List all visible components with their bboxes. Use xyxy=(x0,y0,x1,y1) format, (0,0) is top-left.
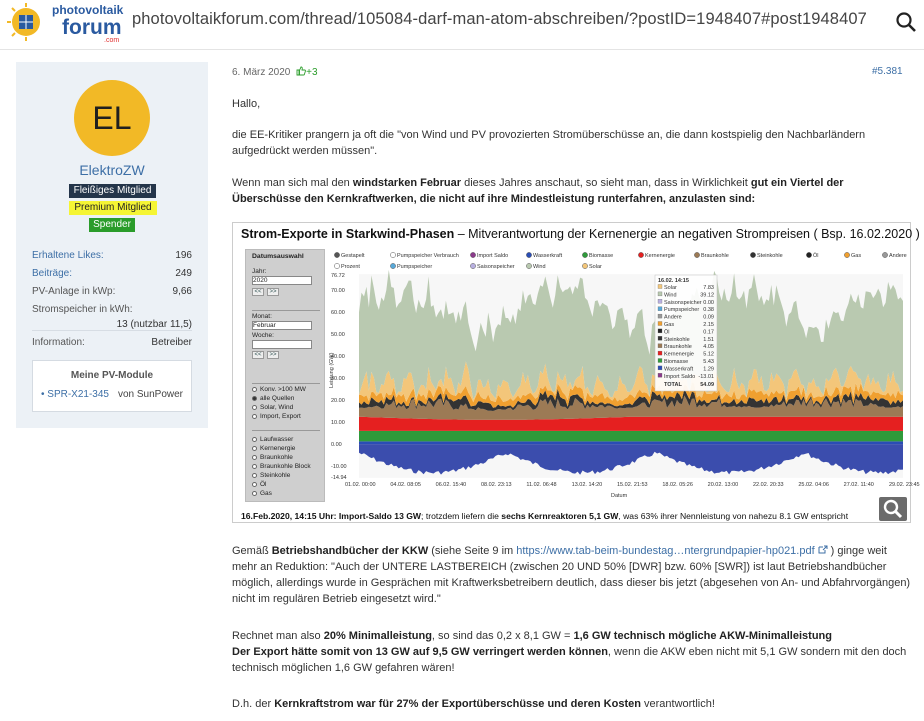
radio-solar-wind-label: Solar, Wind xyxy=(260,404,294,411)
stat-stromspeicher-label: Stromspeicher in kWh: xyxy=(32,304,133,315)
tooltip-row-label: Gas xyxy=(664,322,675,328)
tooltip-row-label: Import Saldo xyxy=(664,373,696,380)
source-oel-label: Öl xyxy=(260,481,267,488)
year-label: Jahr: xyxy=(252,268,267,275)
x-tick-label: 29.02. 23:45 xyxy=(889,482,920,488)
week-label: Woche: xyxy=(252,332,274,339)
legend-label: Import Saldo xyxy=(477,253,509,259)
legend-label: Biomasse xyxy=(589,253,614,259)
chart-tooltip xyxy=(655,275,717,391)
tooltip-row-value: 0.00 xyxy=(703,299,714,306)
panel-divider xyxy=(252,383,320,384)
x-tick-label: 18.02. 05:26 xyxy=(662,482,693,488)
post-paragraph-5: D.h. der Kernkraftstrom war für 27% der Exportüberschüsse und deren Kosten verantwortlich! xyxy=(232,698,715,710)
radio-solar-wind[interactable] xyxy=(252,405,257,410)
stat-stromspeicher xyxy=(32,304,192,328)
stacked-area-plot[interactable] xyxy=(329,249,920,499)
x-tick-label: 25.02. 04:06 xyxy=(798,482,829,488)
tooltip-row-label: Andere xyxy=(664,314,682,321)
source-kernenergie-radio[interactable] xyxy=(252,446,257,451)
tooltip-row-value: 0.17 xyxy=(703,329,714,336)
year-prev-button[interactable]: << xyxy=(252,288,264,296)
legend-label: Öl xyxy=(813,253,819,259)
panel-divider xyxy=(252,310,320,311)
tooltip-row-value: 5.43 xyxy=(703,359,714,365)
source-laufwasser-label: Laufwasser xyxy=(260,436,294,443)
legend-swatch xyxy=(750,252,755,257)
stat-information-label: Information: xyxy=(32,337,85,348)
legend-label: Saisonspeicher xyxy=(477,264,515,270)
x-tick-label: 13.02. 14:20 xyxy=(571,482,603,488)
source-laufwasser-radio[interactable] xyxy=(252,437,257,442)
post-date[interactable]: 6. März 2020 +3 xyxy=(232,67,318,78)
tooltip-row-value: 1.29 xyxy=(703,366,714,373)
x-tick-label: 06.02. 15:40 xyxy=(435,482,467,488)
chart-caption: 16.Feb.2020, 14:15 Uhr: Import-Saldo 13 GW; trotzdem liefern die sechs Kernreaktoren 5,1 GW, was 63% ihrer Nennleistung von nahezu 8.1 GW entspricht xyxy=(241,511,849,521)
tooltip-row-label: Pumpspeicher xyxy=(664,307,700,314)
external-link-icon xyxy=(818,545,828,554)
radio-konv[interactable] xyxy=(252,387,257,392)
series-area xyxy=(359,431,903,442)
y-tick-label: -10.00 xyxy=(331,464,347,471)
chart-legend xyxy=(334,252,906,270)
post-paragraph-2: Wenn man sich mal den windstarken Februar dieses Jahres anschaut, so sieht man, dass in Wirklichkeit gut ein Viertel der Überschüsse den Kernkraftwerken, die nicht auf ihre Mindestleistung runterfahren, anzulasten sind: xyxy=(232,177,844,205)
tooltip-row-label: Wind xyxy=(664,292,677,299)
x-tick-label: 01.02. 00:00 xyxy=(345,482,376,488)
stat-pv-anlage-value: 9,66 xyxy=(172,286,192,297)
panel-divider xyxy=(252,430,320,431)
tooltip-row-value: 0.38 xyxy=(703,307,714,314)
legend-label: Pumpspeicher xyxy=(397,264,433,270)
source-braunkohle-block-radio[interactable] xyxy=(252,464,257,469)
x-tick-label: 27.02. 11:40 xyxy=(843,482,874,488)
tooltip-swatch xyxy=(658,299,662,303)
tooltip-swatch xyxy=(658,307,662,311)
tooltip-row-value: 0.09 xyxy=(703,314,714,321)
legend-swatch xyxy=(526,252,531,257)
tooltip-row-value: -13.01 xyxy=(698,373,714,380)
tooltip-row-label: Braunkohle xyxy=(664,344,692,351)
badge-fleissiges-mitglied: Fleißiges Mitglied xyxy=(69,184,156,198)
legend-label: Andere xyxy=(889,253,907,259)
tooltip-row-label: Saisonspeicher xyxy=(664,299,702,306)
tooltip-row-label: Biomasse xyxy=(664,359,689,365)
radio-alle-quellen[interactable] xyxy=(252,396,257,401)
tooltip-row-value: 39.12 xyxy=(700,292,714,299)
tooltip-row-value: 2.15 xyxy=(703,322,714,328)
tooltip-swatch xyxy=(658,329,662,333)
tooltip-row-label: Kernenergie xyxy=(664,351,694,358)
y-tick-label: 60.00 xyxy=(331,309,345,316)
y-tick-label: 50.00 xyxy=(331,331,345,338)
tooltip-swatch xyxy=(658,351,662,355)
source-braunkohle-block-label: Braunkohle Block xyxy=(260,463,311,470)
area-series xyxy=(359,270,903,477)
svg-text:photovoltaik: photovoltaik xyxy=(52,3,124,17)
legend-swatch xyxy=(470,263,475,268)
year-select[interactable]: 2020 xyxy=(252,276,312,285)
tooltip-swatch xyxy=(658,366,662,370)
radio-alle-quellen-label: alle Quellen xyxy=(260,395,295,402)
source-kernenergie-label: Kernenergie xyxy=(260,445,296,452)
radio-konv-label: Konv. >100 MW xyxy=(260,386,306,393)
legend-label: Solar xyxy=(589,264,602,270)
stat-posts-link[interactable]: Beiträge: xyxy=(32,268,73,279)
y-tick-label: 76.72 xyxy=(331,273,345,279)
stat-likes-value: 196 xyxy=(175,250,192,261)
top-bar xyxy=(0,0,924,50)
tooltip-swatch xyxy=(658,336,662,340)
author-name[interactable]: ElektroZW xyxy=(79,162,145,178)
legend-swatch xyxy=(334,263,339,268)
tooltip-row-value: 4.05 xyxy=(703,344,714,351)
stat-pv-anlage-label: PV-Anlage in kWp: xyxy=(32,286,116,297)
tooltip-swatch xyxy=(658,344,662,348)
x-axis-ticks xyxy=(345,482,920,488)
date-selection-heading: Datumsauswahl xyxy=(252,253,304,260)
source-braunkohle-label: Braunkohle xyxy=(260,454,293,461)
source-steinkohle-label: Steinkohle xyxy=(260,472,291,479)
x-tick-label: 04.02. 08:05 xyxy=(390,482,421,488)
legend-swatch xyxy=(694,252,699,257)
legend-swatch xyxy=(470,252,475,257)
address-bar-url[interactable]: photovoltaikforum.com/thread/105084-darf-man-atom-abschreiben/?postID=1948407#post1948407 xyxy=(132,10,867,28)
tooltip-swatch xyxy=(658,322,662,326)
author-sidebar xyxy=(16,62,208,428)
post-greeting: Hallo, xyxy=(232,98,261,110)
chart-image[interactable] xyxy=(232,222,920,523)
month-label: Monat: xyxy=(252,313,272,320)
tooltip-swatch xyxy=(658,292,662,296)
like-count: +3 xyxy=(306,67,318,78)
tooltip-swatch xyxy=(658,285,662,289)
badge-premium-mitglied: Premium Mitglied xyxy=(69,201,157,215)
legend-label: Pumpspeicher Verbrauch xyxy=(397,253,459,259)
month-select[interactable]: Februar xyxy=(252,321,312,330)
pv-modules-heading: Meine PV-Module xyxy=(70,370,154,381)
week-next-button[interactable]: >> xyxy=(267,351,279,359)
x-tick-label: 08.02. 23:13 xyxy=(481,482,512,488)
tooltip-swatch xyxy=(658,359,662,363)
week-select[interactable] xyxy=(252,340,312,349)
source-steinkohle-radio[interactable] xyxy=(252,473,257,478)
tooltip-row-label: Wasserkraft xyxy=(664,366,694,373)
y-tick-label: 70.00 xyxy=(331,287,345,294)
legend-swatch xyxy=(882,252,887,257)
chart-title: Strom-Exporte in Starkwind-Phasen – Mitverantwortung der Kernenergie an negativen Strompreisen ( Bsp. 16.02.2020 ) xyxy=(241,227,920,241)
radio-import-export-label: Import, Export xyxy=(260,413,301,420)
legend-label: Kernenergie xyxy=(645,253,675,259)
legend-swatch xyxy=(582,263,587,268)
site-logo[interactable] xyxy=(6,2,124,46)
legend-swatch xyxy=(638,252,643,257)
tooltip-swatch xyxy=(658,373,662,377)
legend-label: Wind xyxy=(533,264,546,270)
legend-label: Gas xyxy=(851,253,862,259)
legend-swatch xyxy=(390,263,395,268)
y-tick-label: 30.00 xyxy=(331,375,345,382)
tooltip-row-value: 7.83 xyxy=(703,285,714,291)
tooltip-row-label: Solar xyxy=(664,285,677,291)
avatar[interactable]: EL xyxy=(74,80,150,156)
tooltip-time: 16.02. 14:15 xyxy=(658,278,689,284)
legend-swatch xyxy=(390,252,395,257)
date-selection-panel xyxy=(245,249,325,502)
y-tick-label: 0.00 xyxy=(331,442,342,449)
source-braunkohle-radio[interactable] xyxy=(252,455,257,460)
y-tick-label: 20.00 xyxy=(331,397,345,404)
source-oel-radio[interactable] xyxy=(252,482,257,487)
x-tick-label: 11.02. 06:48 xyxy=(526,482,557,488)
post-paragraph-3: Gemäß Betriebshandbücher der KKW (siehe Seite 9 im https://www.tab-beim-bundestag…ntergrundpapier-hp021.pdf ) ginge weit mehr an Reduktion: "Auch der UNTERE LASTBEREICH (zwischen 20 UND 50% [DWR] bzw. 60% [SWR]) ist laut Betriebshandbücher möglich, allerdings wurde in Gesprächen mit Kraftwerksbetreibern deutlich, dass dieser bis jetzt (abgesehen von An- und Abfahrvorgängen) nicht im regulären Betrieb eingesetzt wird." xyxy=(232,545,911,605)
x-axis-label: Datum xyxy=(611,493,628,499)
tooltip-row-value: 1.51 xyxy=(703,336,714,343)
legend-swatch xyxy=(582,252,587,257)
x-tick-label: 15.02. 21:53 xyxy=(617,482,648,488)
bundestag-pdf-link[interactable]: https://www.tab-beim-bundestag…ntergrundpapier-hp021.pdf xyxy=(516,545,815,557)
x-tick-label: 20.02. 13:00 xyxy=(707,482,739,488)
tooltip-total-label: TOTAL xyxy=(664,382,682,389)
tooltip-swatch xyxy=(658,314,662,318)
divider xyxy=(32,330,192,331)
y-tick-label: 40.00 xyxy=(331,353,345,360)
post-number-link[interactable]: #5.381 xyxy=(872,66,903,77)
stat-stromspeicher-value: 13 (nutzbar 11,5) xyxy=(116,319,192,330)
svg-text:forum: forum xyxy=(62,16,122,39)
zoom-icon[interactable] xyxy=(879,497,907,521)
tooltip-row-value: 5.12 xyxy=(703,351,714,358)
post-paragraph-1: die EE-Kritiker prangern ja oft die "von Wind und PV provozierten Stromüberschüsse an, die dann kostspielig den Nachbarländern aufgedrückt werden müssen". xyxy=(232,129,866,157)
legend-label: Prozent xyxy=(341,264,360,270)
series-area xyxy=(359,441,903,444)
legend-swatch xyxy=(844,252,849,257)
search-icon[interactable] xyxy=(895,11,917,33)
source-gas-label: Gas xyxy=(260,490,272,497)
week-prev-button[interactable]: << xyxy=(252,351,264,359)
legend-label: Braunkohle xyxy=(701,253,729,259)
pv-modules-box xyxy=(32,360,192,412)
svg-text:.com: .com xyxy=(104,37,120,44)
badge-spender: Spender xyxy=(89,218,135,232)
legend-label: Steinkohle xyxy=(757,253,783,259)
stat-information-value: Betreiber xyxy=(151,337,192,348)
stat-likes-link[interactable]: Erhaltene Likes: xyxy=(32,250,104,261)
y-axis-label: Leistung (GW) xyxy=(329,352,335,388)
year-next-button[interactable]: >> xyxy=(267,288,279,296)
radio-import-export[interactable] xyxy=(252,414,257,419)
legend-label: Gestapelt xyxy=(341,253,365,259)
legend-label: Wasserkraft xyxy=(533,253,563,259)
x-tick-label: 22.02. 20:33 xyxy=(753,482,784,488)
y-tick-label: -14.94 xyxy=(331,475,347,481)
pv-module-brand: von SunPower xyxy=(117,389,183,400)
y-tick-label: 10.00 xyxy=(331,420,345,427)
legend-swatch xyxy=(806,252,811,257)
tooltip-total-value: 54.09 xyxy=(700,382,714,389)
tooltip-row-label: Öl xyxy=(664,329,670,336)
stat-posts-value: 249 xyxy=(175,268,192,279)
tooltip-row-label: Steinkohle xyxy=(664,336,690,343)
legend-swatch xyxy=(334,252,339,257)
like-icon[interactable] xyxy=(296,66,306,76)
pv-module-link[interactable]: • SPR-X21-345 xyxy=(41,389,109,400)
source-gas-radio[interactable] xyxy=(252,491,257,496)
post-paragraph-4: Rechnet man also 20% Minimalleistung, so sind das 0,2 x 8,1 GW = 1,6 GW technisch mögliche AKW-Minimalleistung Der Export hätte somit von 13 GW auf 9,5 GW verringert werden können, wenn die AKW eben nicht mit 5,1 GW sondern mit den doch technisch möglichen 1,6 GW gefahren wären! xyxy=(232,630,907,674)
legend-swatch xyxy=(526,263,531,268)
